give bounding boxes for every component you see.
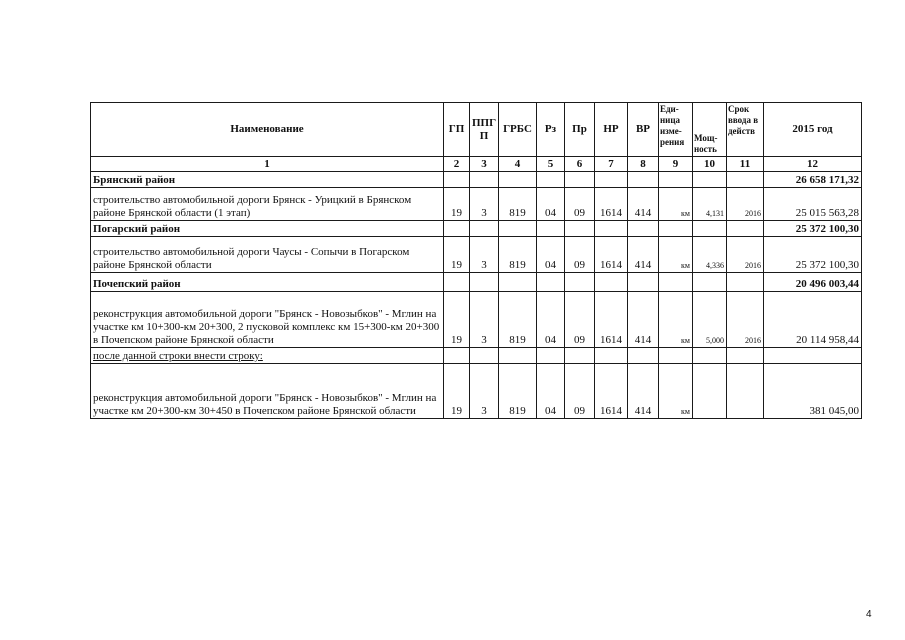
column-number: 10 [693, 157, 727, 172]
column-number: 7 [595, 157, 628, 172]
header-power: Мощ- ность [693, 103, 727, 157]
cell-unit: км [659, 364, 693, 419]
insert-note-row [91, 348, 862, 364]
column-number: 8 [628, 157, 659, 172]
cell-grbs: 819 [499, 292, 537, 348]
item-name: реконструкция автомобильной дороги "Брянск - Новозыбков" - Мглин на участке км 20+300-км 30+450 в Почепском районе Брянской области [91, 364, 444, 419]
header-rz: Рз [537, 103, 565, 157]
column-number: 5 [537, 157, 565, 172]
column-number: 3 [470, 157, 499, 172]
cell-pr: 09 [565, 237, 595, 273]
cell-vr: 414 [628, 188, 659, 221]
cell-term [727, 364, 764, 419]
cell-ppg: 3 [470, 292, 499, 348]
district-total: 25 372 100,30 [764, 221, 862, 237]
cell-term: 2016 [727, 292, 764, 348]
cell-rz: 04 [537, 292, 565, 348]
header-unit: Еди- ница изме- рения [659, 103, 693, 157]
cell-pr: 09 [565, 292, 595, 348]
cell-pr: 09 [565, 364, 595, 419]
cell-term: 2016 [727, 237, 764, 273]
insert-note: после данной строки внести строку: [93, 350, 263, 362]
column-number: 12 [764, 157, 862, 172]
header-grbs: ГРБС [499, 103, 537, 157]
cell-power: 4,131 [693, 188, 727, 221]
cell-pr: 09 [565, 188, 595, 221]
cell-vr: 414 [628, 237, 659, 273]
cell-ppg: 3 [470, 188, 499, 221]
cell-nr: 1614 [595, 292, 628, 348]
cell-gp: 19 [444, 237, 470, 273]
cell-nr: 1614 [595, 188, 628, 221]
district-name: Погарский район [91, 221, 444, 237]
header-vr: ВР [628, 103, 659, 157]
district-total: 26 658 171,32 [764, 172, 862, 188]
cell-rz: 04 [537, 237, 565, 273]
table-row [91, 364, 862, 419]
header-nr: НР [595, 103, 628, 157]
cell-unit: км [659, 292, 693, 348]
cell-nr: 1614 [595, 364, 628, 419]
table-row [91, 237, 862, 273]
cell-amount: 381 045,00 [764, 364, 862, 419]
cell-ppg: 3 [470, 237, 499, 273]
cell-amount: 25 372 100,30 [764, 237, 862, 273]
cell-unit: км [659, 237, 693, 273]
cell-gp: 19 [444, 364, 470, 419]
column-number: 9 [659, 157, 693, 172]
item-name: реконструкция автомобильной дороги "Брянск - Новозыбков" - Мглин на участке км 10+300-км 20+300, 2 пусковой комплекс км 15+300-км 20+300 в Почепском районе Брянской области [91, 292, 444, 348]
cell-rz: 04 [537, 364, 565, 419]
district-total: 20 496 003,44 [764, 273, 862, 292]
cell-rz: 04 [537, 188, 565, 221]
item-name: строительство автомобильной дороги Чаусы - Сопычи в Погарском районе Брянской области [91, 237, 444, 273]
district-row-pochep [91, 273, 862, 292]
page-number: 4 [866, 609, 872, 620]
column-number: 11 [727, 157, 764, 172]
column-number-row [91, 157, 862, 172]
cell-power [693, 364, 727, 419]
column-number: 6 [565, 157, 595, 172]
header-pr: Пр [565, 103, 595, 157]
cell-amount: 25 015 563,28 [764, 188, 862, 221]
cell-term: 2016 [727, 188, 764, 221]
cell-amount: 20 114 958,44 [764, 292, 862, 348]
district-name: Брянский район [91, 172, 444, 188]
table-row [91, 188, 862, 221]
cell-gp: 19 [444, 292, 470, 348]
cell-ppg: 3 [470, 364, 499, 419]
cell-grbs: 819 [499, 237, 537, 273]
cell-nr: 1614 [595, 237, 628, 273]
cell-power: 5,000 [693, 292, 727, 348]
cell-gp: 19 [444, 188, 470, 221]
header-ppg: ППГ П [470, 103, 499, 157]
cell-grbs: 819 [499, 364, 537, 419]
item-name: строительство автомобильной дороги Брянск - Урицкий в Брянском районе Брянской области (1 этап) [91, 188, 444, 221]
column-number: 4 [499, 157, 537, 172]
header-year: 2015 год [764, 103, 862, 157]
cell-grbs: 819 [499, 188, 537, 221]
cell-unit: км [659, 188, 693, 221]
cell-power: 4,336 [693, 237, 727, 273]
column-number: 2 [444, 157, 470, 172]
column-number: 1 [91, 157, 444, 172]
budget-table [90, 102, 862, 419]
district-row-pogar [91, 221, 862, 237]
district-row-bryansk [91, 172, 862, 188]
header-term: Срок ввода в действ [727, 103, 764, 157]
district-name: Почепский район [91, 273, 444, 292]
header-gp: ГП [444, 103, 470, 157]
cell-vr: 414 [628, 364, 659, 419]
cell-vr: 414 [628, 292, 659, 348]
table-row [91, 292, 862, 348]
header-row [91, 103, 862, 157]
header-name: Наименование [91, 103, 444, 157]
